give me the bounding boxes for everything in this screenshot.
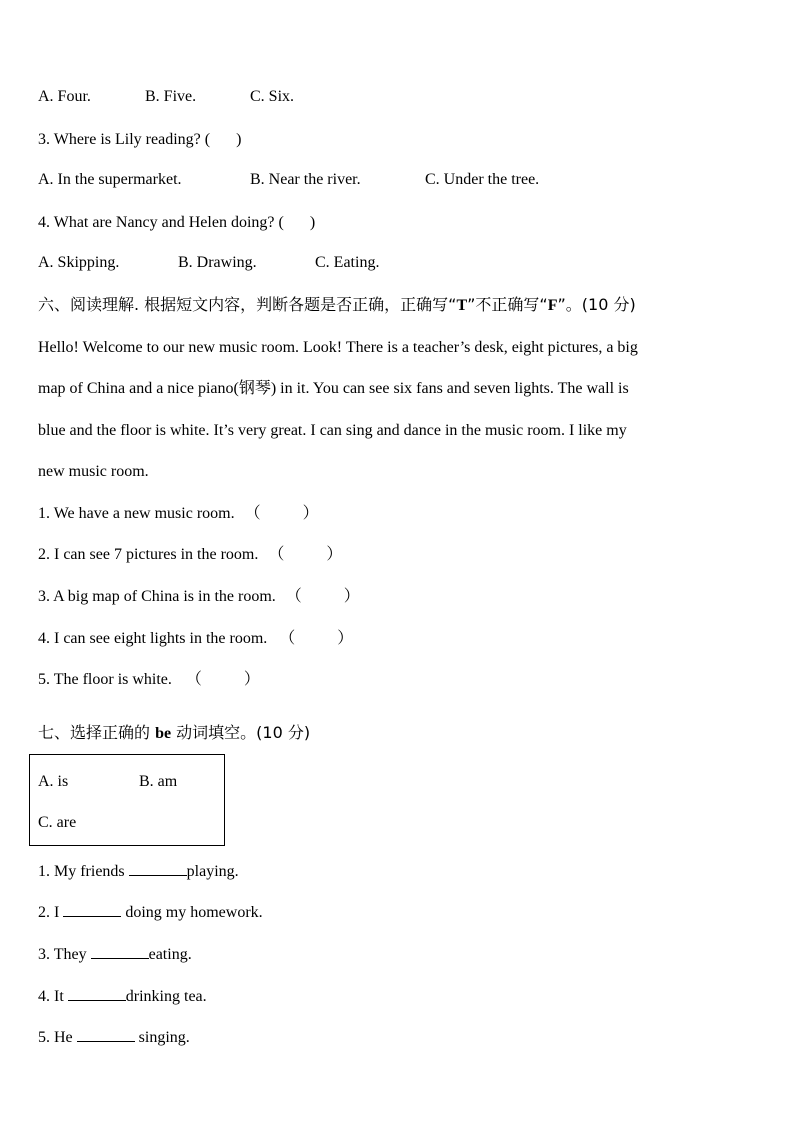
s7-q5-after: singing. [134,1029,190,1046]
box-option-c: C. are [38,814,77,831]
s6-q3-text: 3. A big map of China is in the room. [38,588,276,605]
s6-q2-text: 2. I can see 7 pictures in the room. [38,546,259,563]
s6-question-2 [38,545,342,565]
s6-q2-paren-open: （ [268,546,285,563]
q4-option-c: C. Eating. [315,254,380,271]
s7-q2-blank[interactable] [63,902,121,917]
s6-question-5 [38,670,260,690]
q2-option-b: B. Five. [145,88,197,105]
s6-q1-text: 1. We have a new music room. [38,505,235,522]
q3-question [38,130,241,150]
s6-q4-text: 4. I can see eight lights in the room. [38,630,268,647]
s6-q3-paren-close: ） [343,588,360,605]
section6-title-prefix: 六、阅读理解. 根据短文内容，判断各题是否正确，正确写“ [38,295,457,314]
q4-option-a: A. Skipping. [38,254,120,271]
s6-question-4 [38,629,353,649]
q4-text: 4. What are Nancy and Helen doing? ( [38,214,284,231]
q4-option-b: B. Drawing. [178,254,257,271]
q4-question [38,213,315,233]
s7-q2-after: doing my homework. [121,904,263,921]
s7-q3-before: 3. They [38,946,91,963]
s7-question-4 [38,986,207,1007]
section7-title [38,723,310,744]
s6-question-3 [38,587,360,607]
s7-question-2 [38,902,263,923]
section6-title-f: F [547,297,558,314]
s7-q1-blank[interactable] [129,861,187,876]
passage-line-4: new music room. [38,463,149,480]
s7-question-1 [38,861,239,882]
s7-q1-after: playing. [186,863,239,880]
q2-option-a: A. Four. [38,88,91,105]
q3-option-c: C. Under the tree. [425,171,540,188]
s7-q4-before: 4. It [38,988,68,1005]
section7-title-prefix: 七、选择正确的 [38,723,156,742]
s7-q4-after: drinking tea. [125,988,207,1005]
s7-q3-after: eating. [148,946,192,963]
q3-option-b: B. Near the river. [250,171,361,188]
s7-q3-blank[interactable] [91,944,149,959]
s6-q1-paren-close: ） [302,505,319,522]
be-verb-options-box [29,754,225,846]
s7-q5-before: 5. He [38,1029,77,1046]
s7-q1-before: 1. My friends [38,863,129,880]
s7-question-3 [38,944,192,965]
s6-q1-paren-open: （ [244,505,261,522]
box-option-a: A. is [38,773,69,790]
s6-q2-paren-close: ） [326,546,343,563]
s6-question-1 [38,504,319,524]
s6-q5-paren-close: ） [243,671,260,688]
q3-text: 3. Where is Lily reading? ( [38,131,211,148]
section7-title-be: be [155,725,172,742]
s6-q4-paren-close: ） [337,630,354,647]
passage-line-3: blue and the floor is white. It’s very great. I can sing and dance in the music room. I like my [38,422,627,439]
s6-q5-paren-open: （ [185,671,202,688]
s7-q5-blank[interactable] [77,1027,135,1042]
s6-q3-paren-open: （ [285,588,302,605]
s7-question-5 [38,1027,190,1048]
section7-title-suffix: 动词填空。(10 分) [171,723,311,742]
q2-option-c: C. Six. [250,88,295,105]
s7-q4-blank[interactable] [68,986,126,1001]
section6-title [38,295,636,316]
s6-q5-text: 5. The floor is white. [38,671,172,688]
q4-close: ) [309,214,316,231]
section6-title-mid: ”不正确写“ [467,295,548,314]
passage-line-2: map of China and a nice piano(钢琴) in it. You can see six fans and seven lights. The wall is [38,380,629,397]
q3-close: ) [236,131,242,148]
q3-option-a: A. In the supermarket. [38,171,182,188]
box-option-b: B. am [139,773,178,790]
section6-title-t: T [456,297,468,314]
s6-q4-paren-open: （ [279,630,296,647]
section6-title-suffix: ”。(10 分) [557,295,636,314]
passage-line-1: Hello! Welcome to our new music room. Look! There is a teacher’s desk, eight pictures, a big [38,339,638,356]
s7-q2-before: 2. I [38,904,64,921]
